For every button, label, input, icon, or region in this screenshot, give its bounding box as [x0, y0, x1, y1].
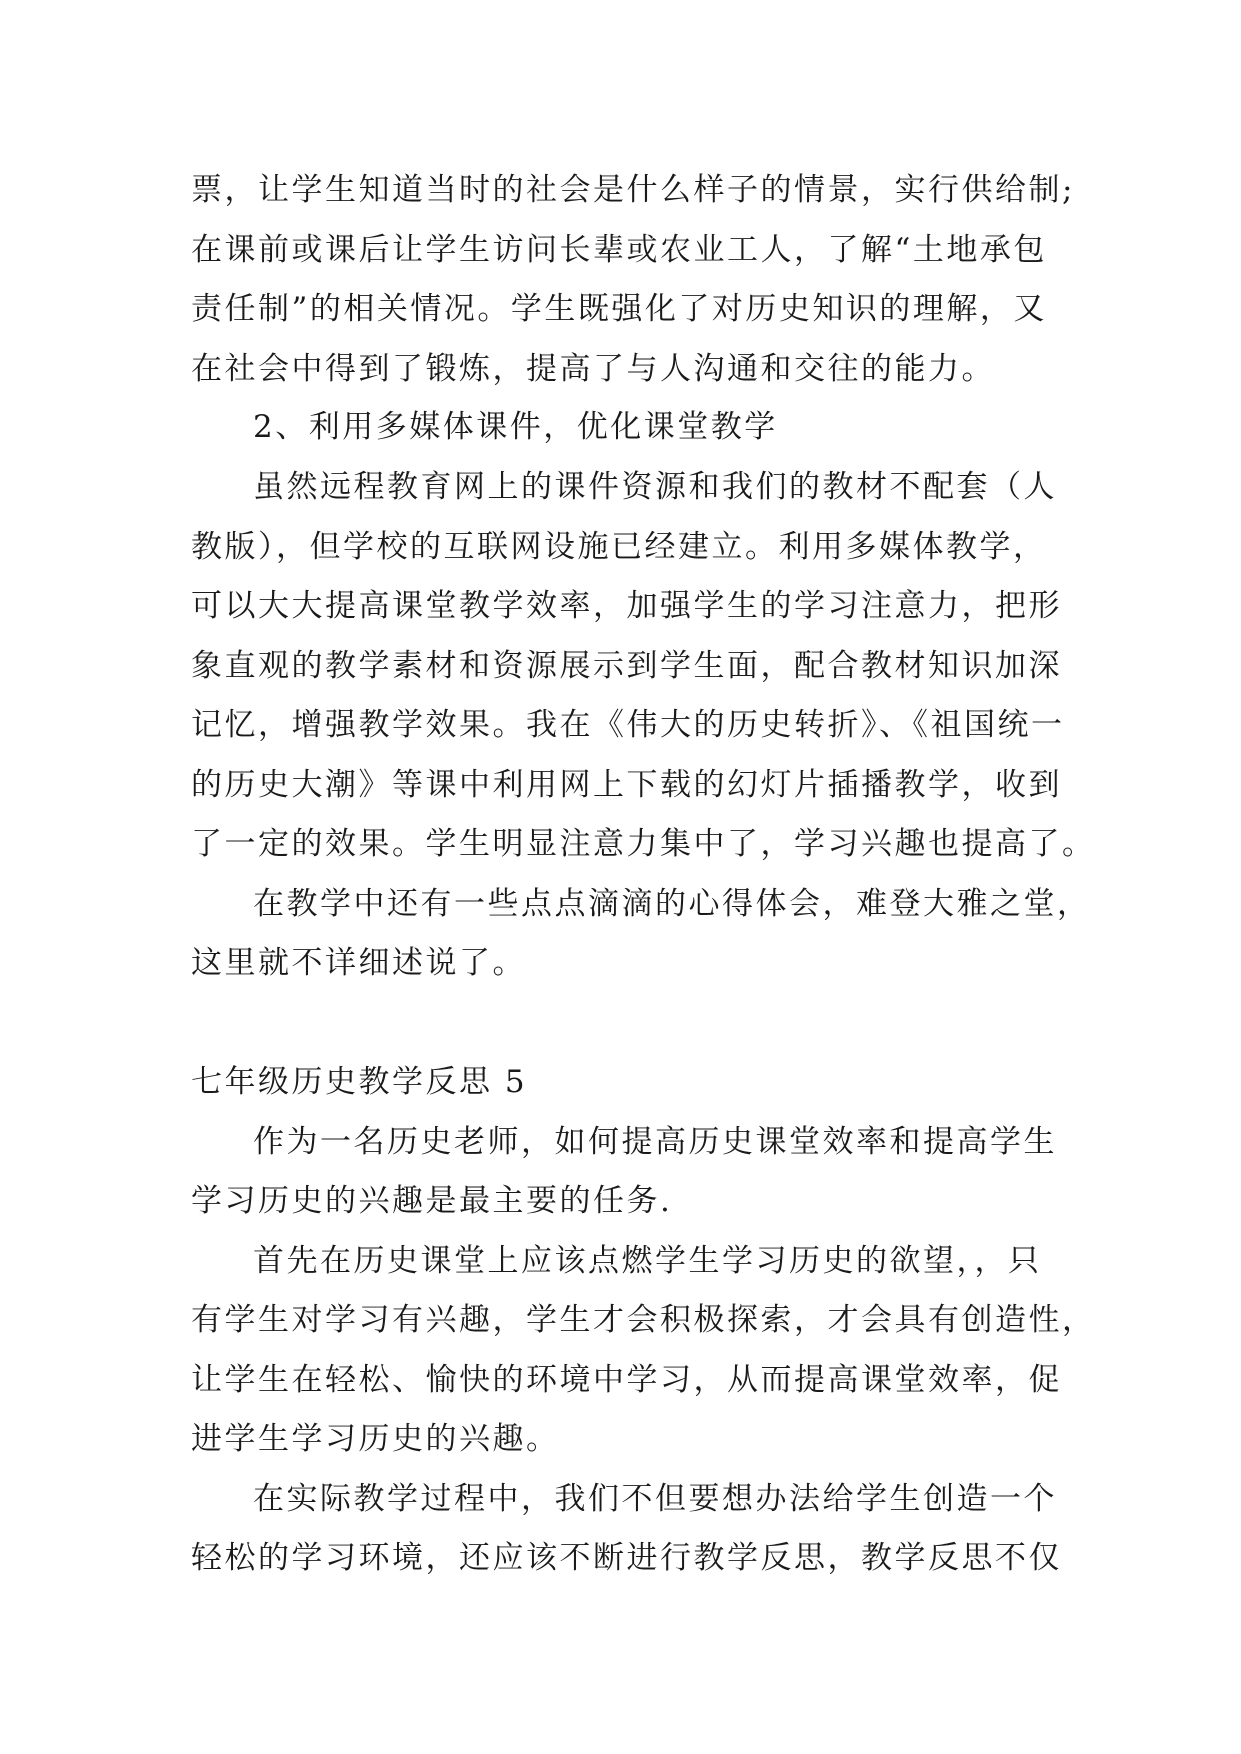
text-line: 可以大大提高课堂教学效率，加强学生的学习注意力，把形	[191, 588, 1062, 624]
text-line: 虽然远程教育网上的课件资源和我们的教材不配套（人	[253, 469, 1057, 505]
text-line: 教版），但学校的互联网设施已经建立。利用多媒体教学，	[191, 529, 1047, 565]
text-line: 在教学中还有一些点点滴滴的心得体会，难登大雅之堂，	[253, 886, 1091, 922]
text-line: 票，让学生知道当时的社会是什么样子的情景，实行供给制;	[191, 172, 1075, 208]
text-line: 有学生对学习有兴趣，学生才会积极探索，才会具有创造性，	[191, 1302, 1096, 1338]
text-line: 记忆，增强教学效果。我在《伟大的历史转折》、《祖国统一	[191, 707, 1065, 743]
text-line: 进学生学习历史的兴趣。	[191, 1421, 560, 1457]
section-heading: 2、利用多媒体课件，优化课堂教学	[253, 409, 778, 445]
text-line: 在课前或课后让学生访问长辈或农业工人，了解“土地承包	[191, 232, 1047, 268]
text-line: 作为一名历史老师，如何提高历史课堂效率和提高学生	[253, 1124, 1057, 1160]
text-line: 象直观的教学素材和资源展示到学生面，配合教材知识加深	[191, 648, 1062, 684]
text-line: 学习历史的兴趣是最主要的任务.	[191, 1183, 673, 1219]
text-line: 的历史大潮》等课中利用网上下载的幻灯片插播教学，收到	[191, 767, 1062, 803]
text-line: 了一定的效果。学生明显注意力集中了，学习兴趣也提高了。	[191, 826, 1096, 862]
text-line: 责任制”的相关情况。学生既强化了对历史知识的理解，又	[191, 291, 1047, 327]
section-title: 七年级历史教学反思 5	[191, 1064, 528, 1100]
text-line: 这里就不详细述说了。	[191, 945, 526, 981]
text-line: 首先在历史课堂上应该点燃学生学习历史的欲望，，只	[253, 1243, 1042, 1279]
text-line: 在实际教学过程中，我们不但要想办法给学生创造一个	[253, 1481, 1057, 1517]
text-line: 让学生在轻松、愉快的环境中学习，从而提高课堂效率，促	[191, 1362, 1062, 1398]
text-line: 轻松的学习环境，还应该不断进行教学反思，教学反思不仅	[191, 1540, 1062, 1576]
text-line: 在社会中得到了锻炼，提高了与人沟通和交往的能力。	[191, 351, 995, 387]
